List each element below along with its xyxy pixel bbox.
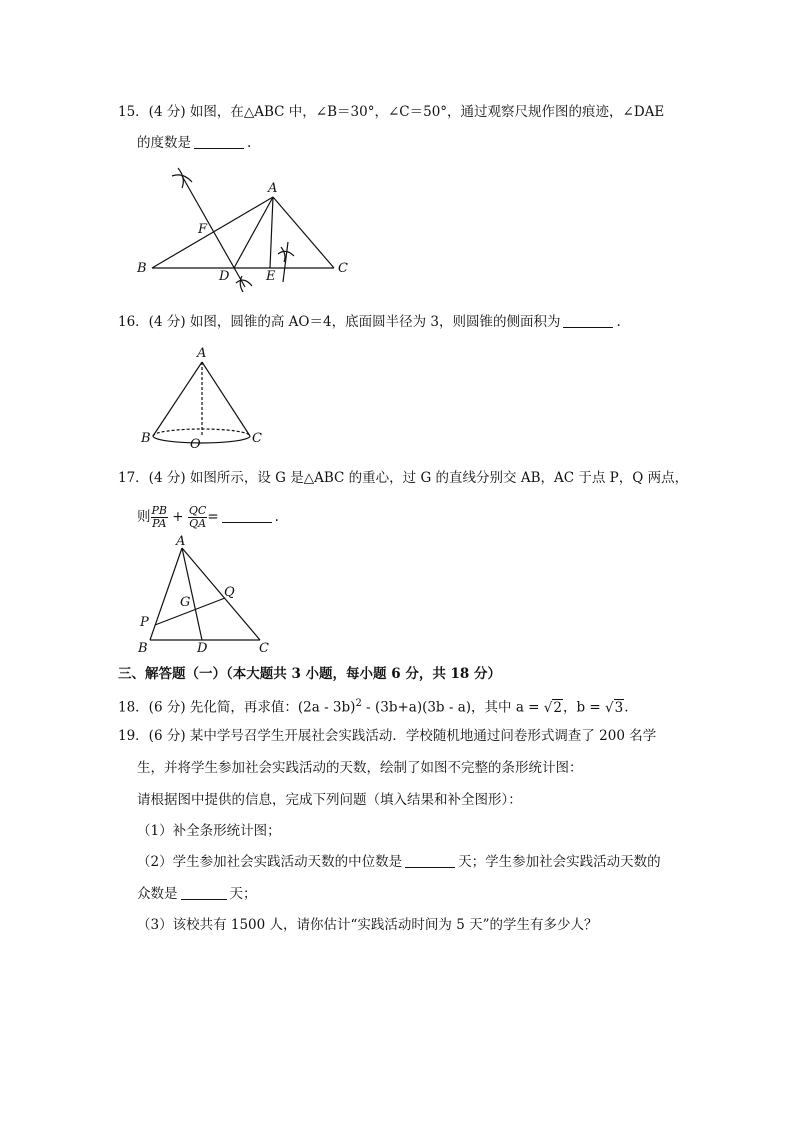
q18-sqrt-b: √3	[605, 699, 624, 716]
q17-label-p: P	[140, 615, 149, 630]
q19-median-text: （2）学生参加社会实践活动天数的中位数是	[137, 854, 403, 870]
q17-label-b: B	[138, 641, 148, 656]
q15-line1: 15．(4 分) 如图，在△ABC 中，∠B＝30°，∠C＝50°，通过观察尺规作图的痕迹，∠DAE	[118, 104, 665, 120]
q19-median-blank[interactable]	[405, 853, 455, 868]
q17-side-ac	[182, 548, 260, 640]
q17-label-c: C	[259, 641, 269, 656]
q15-label-b: B	[137, 261, 147, 276]
q17-period: .	[274, 509, 279, 525]
q15-label-a: A	[268, 181, 278, 196]
q16-label-b: B	[141, 431, 151, 446]
q17-fraction-qc-qa: $\frac{QC}{QA}$	[188, 504, 207, 530]
q17-median-ad	[182, 548, 202, 640]
q15-label-c: C	[338, 261, 348, 276]
q18-exponent: 2	[355, 698, 362, 709]
q19-line4: （1）补全条形统计图；	[137, 823, 281, 839]
q17-label-d: D	[197, 641, 208, 656]
q19-line3: 请根据图中提供的信息，完成下列问题（填入结果和补全图形）：	[137, 792, 522, 808]
q16-label-a: A	[197, 346, 207, 361]
q18-line	[118, 694, 629, 718]
q19-line2: 生，并将学生参加社会实践活动的天数，绘制了如图不完整的条形统计图：	[137, 760, 583, 776]
q15-label-d: D	[219, 269, 230, 284]
q16-label-c: C	[252, 431, 262, 446]
q17-fraction-pb-pa: $\frac{PB}{PA}$	[151, 504, 167, 530]
section-3-heading: 三、解答题（一）（本大题共 3 小题，每小题 6 分，共 18 分）	[118, 666, 502, 682]
q15-line2-text: 的度数是	[137, 135, 191, 151]
q16-text: 16．(4 分) 如图，圆锥的高 AO＝4，底面圆半径为 3，则圆锥的侧面积为	[118, 314, 561, 330]
q19-line6	[137, 884, 257, 904]
q17-prefix: 则	[137, 509, 151, 525]
q15-label-f: F	[198, 222, 208, 237]
q15-label-e: E	[266, 269, 276, 284]
q18-period: .	[624, 699, 629, 716]
q18-text-2: - (3b+a)(3b - a)，其中 a =	[361, 699, 544, 716]
q19-mode-blank[interactable]	[181, 885, 227, 900]
q17-side-ab	[150, 548, 182, 640]
q19-mode-text: 众数是	[137, 886, 178, 902]
q17-label-g: G	[180, 595, 191, 610]
q19-line7: （3）该校共有 1500 人，请你估计“实践活动时间为 5 天”的学生有多少人？	[137, 917, 598, 933]
q19-mode-suffix: 天；	[229, 886, 257, 902]
q19-median-suffix: 天；学生参加社会实践活动天数的	[458, 854, 661, 870]
q18-sqrt-a: √2	[543, 699, 562, 716]
q17-label-q: Q	[224, 585, 235, 600]
q17-line1: 17．(4 分) 如图所示，设 G 是△ABC 的重心，过 G 的直线分别交 AB，AC 于点 P，Q 两点，	[118, 470, 689, 486]
q18-text-3: ，b =	[562, 699, 606, 716]
q18-text-1: 18．(6 分) 先化简，再求值：(2a - 3b)	[118, 699, 356, 716]
q17-label-a: A	[176, 534, 186, 549]
q17-equals: =	[207, 509, 219, 525]
q19-line5	[137, 852, 661, 872]
q16-period: .	[616, 314, 621, 330]
q17-plus: +	[172, 509, 184, 525]
q19-line1: 19．(6 分) 某中学号召学生开展社会实践活动．学校随机地通过问卷形式调查了 200 名学	[118, 728, 657, 744]
q15-period: .	[247, 135, 252, 151]
q16-label-o: O	[190, 437, 201, 452]
